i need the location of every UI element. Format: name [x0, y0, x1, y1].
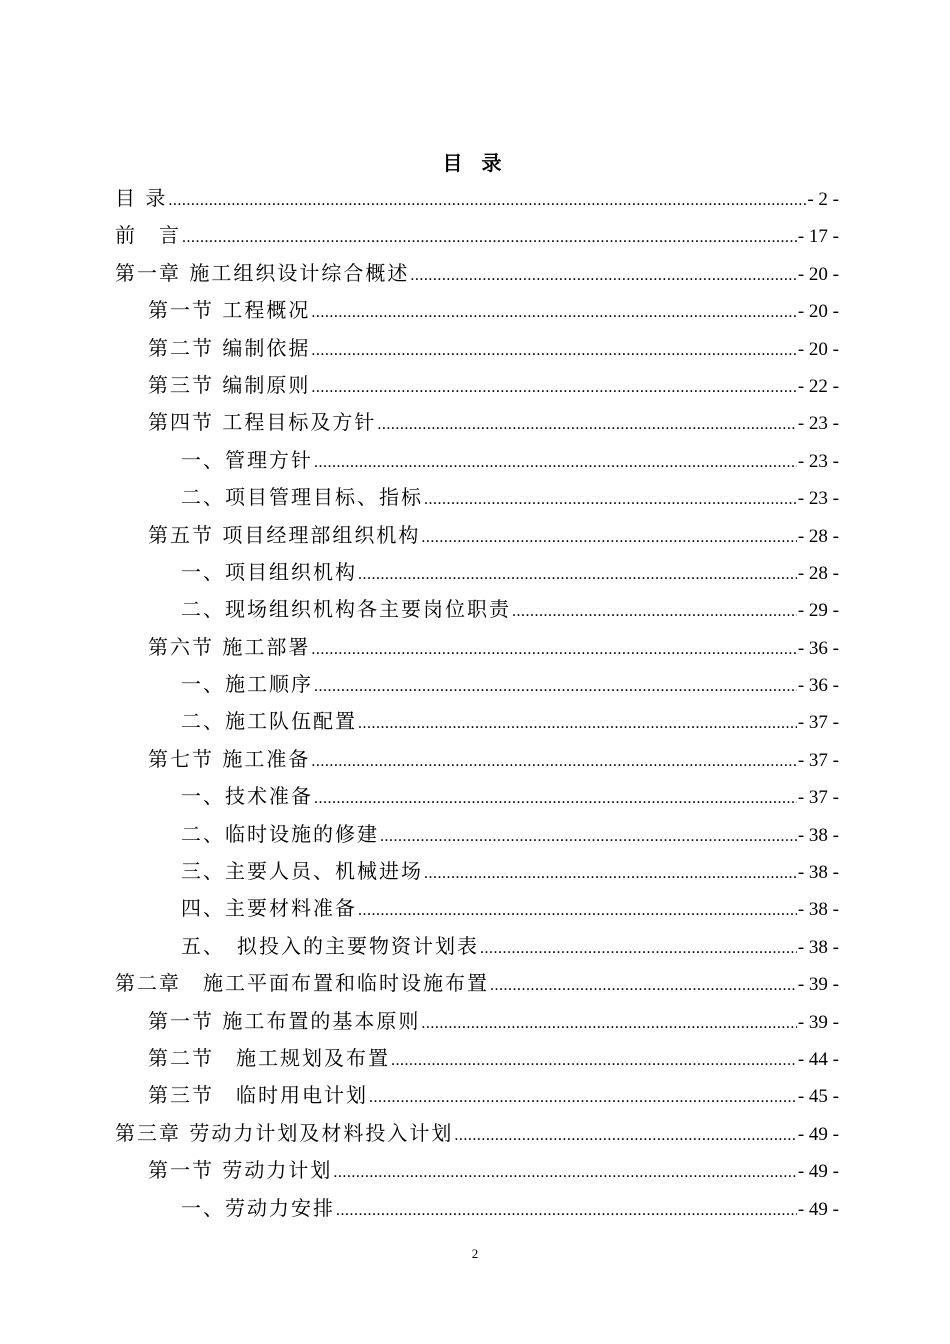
- toc-dot-leader: [182, 219, 797, 256]
- toc-entry-page: - 23 -: [797, 450, 839, 472]
- toc-entry-page: - 20 -: [797, 338, 839, 360]
- toc-entry-page: - 28 -: [797, 525, 839, 547]
- toc-dot-leader: [311, 332, 796, 369]
- toc-entry-label: 第一章 施工组织设计综合概述: [115, 260, 410, 285]
- toc-entry-page: - 37 -: [797, 749, 839, 771]
- toc-entry-page: - 38 -: [797, 899, 839, 921]
- toc-entry[interactable]: [115, 1190, 839, 1227]
- toc-entry[interactable]: [115, 330, 839, 367]
- toc-entry-page: - 2 -: [807, 189, 839, 210]
- toc-entry-label: 二、现场组织机构各主要岗位职责: [181, 597, 511, 622]
- toc-entry[interactable]: [115, 554, 839, 591]
- toc-dot-leader: [333, 1154, 796, 1191]
- toc-entry-label: 二、施工队伍配置: [181, 709, 357, 734]
- toc-dot-leader: [311, 369, 796, 406]
- toc-entry-page: - 38 -: [797, 862, 839, 884]
- toc-entry[interactable]: [115, 1152, 839, 1189]
- toc-dot-leader: [421, 1005, 796, 1042]
- toc-entry-page: - 37 -: [797, 787, 839, 809]
- toc-entry-page: - 20 -: [797, 263, 839, 285]
- toc-entry-page: - 38 -: [797, 824, 839, 846]
- toc-entry-label: 第五节 项目经理部组织机构: [148, 522, 421, 547]
- toc-dot-leader: [391, 1042, 797, 1079]
- toc-entry-label: 第一节 劳动力计划: [148, 1158, 333, 1183]
- toc-dot-leader: [480, 930, 797, 967]
- toc-entry-label: 四、主要材料准备: [181, 896, 357, 921]
- toc-entry[interactable]: [115, 255, 839, 292]
- toc-entry-label: 三、主要人员、机械进场: [181, 859, 423, 884]
- toc-entry[interactable]: [115, 367, 839, 404]
- toc-entry-label: 目 录: [115, 186, 168, 210]
- toc-entry-label: 第四节 工程目标及方针: [148, 410, 377, 435]
- toc-entry-page: - 29 -: [797, 600, 839, 622]
- toc-dot-leader: [424, 481, 797, 518]
- toc-entry[interactable]: [115, 928, 839, 965]
- toc-entry-label: 一、劳动力安排: [181, 1195, 335, 1220]
- toc-entry-label: 第二章 施工平面布置和临时设施布置: [115, 971, 489, 996]
- toc-entry-label: 第六节 施工部署: [148, 634, 311, 659]
- page-number: 2: [471, 1246, 479, 1261]
- toc-dot-leader: [369, 1079, 797, 1116]
- toc-entry-label: 第三节 编制原则: [148, 372, 311, 397]
- toc-entry-label: 第二节 编制依据: [148, 335, 311, 360]
- toc-entry-page: - 36 -: [797, 637, 839, 659]
- toc-entry-page: - 49 -: [797, 1123, 839, 1145]
- toc-dot-leader: [410, 257, 796, 294]
- toc-entry[interactable]: [115, 816, 839, 853]
- toc-dot-leader: [314, 444, 797, 481]
- toc-entry-page: - 39 -: [797, 1011, 839, 1033]
- toc-entry-page: - 36 -: [797, 675, 839, 697]
- toc-entry[interactable]: [115, 1003, 839, 1040]
- toc-dot-leader: [311, 631, 796, 668]
- toc-entry[interactable]: [115, 442, 839, 479]
- toc-entry[interactable]: [115, 965, 839, 1002]
- toc-dot-leader: [311, 294, 796, 331]
- toc-entry-label: 五、 拟投入的主要物资计划表: [181, 933, 479, 958]
- toc-entry-label: 第二节 施工规划及布置: [148, 1045, 390, 1070]
- toc-dot-leader: [358, 705, 797, 742]
- toc-entry[interactable]: [115, 629, 839, 666]
- toc-entry-label: 前 言: [115, 223, 181, 248]
- toc-entry[interactable]: [115, 890, 839, 927]
- toc-entry[interactable]: [115, 666, 839, 703]
- toc-entry-label: 一、施工顺序: [181, 672, 313, 697]
- toc-entry[interactable]: [115, 703, 839, 740]
- toc-dot-leader: [377, 406, 796, 443]
- toc-dot-leader: [336, 1192, 797, 1229]
- toc-entry[interactable]: [115, 479, 839, 516]
- toc-dot-leader: [314, 780, 797, 817]
- toc-entry-page: - 49 -: [797, 1198, 839, 1220]
- toc-entry-label: 第一节 施工布置的基本原则: [148, 1008, 421, 1033]
- table-of-contents: [115, 180, 839, 1227]
- toc-entry-page: - 38 -: [797, 936, 839, 958]
- toc-entry[interactable]: [115, 180, 839, 217]
- toc-entry-page: - 23 -: [797, 413, 839, 435]
- toc-entry-label: 一、技术准备: [181, 784, 313, 809]
- toc-entry-page: - 49 -: [797, 1161, 839, 1183]
- toc-dot-leader: [358, 892, 797, 929]
- toc-entry-label: 第一节 工程概况: [148, 298, 311, 323]
- toc-entry[interactable]: [115, 1040, 839, 1077]
- toc-dot-leader: [512, 593, 797, 630]
- toc-entry-page: - 22 -: [797, 375, 839, 397]
- toc-dot-leader: [311, 743, 796, 780]
- toc-entry[interactable]: [115, 591, 839, 628]
- toc-entry-page: - 39 -: [797, 974, 839, 996]
- toc-entry-page: - 17 -: [797, 226, 839, 248]
- toc-entry-label: 一、项目组织机构: [181, 559, 357, 584]
- toc-dot-leader: [421, 519, 796, 556]
- toc-entry[interactable]: [115, 853, 839, 890]
- toc-entry[interactable]: [115, 778, 839, 815]
- toc-dot-leader: [168, 182, 806, 219]
- toc-entry-label: 第三节 临时用电计划: [148, 1083, 368, 1108]
- toc-entry-label: 一、管理方针: [181, 447, 313, 472]
- toc-dot-leader: [380, 818, 797, 855]
- toc-dot-leader: [358, 556, 797, 593]
- toc-entry-label: 第三章 劳动力计划及材料投入计划: [115, 1120, 454, 1145]
- toc-entry-page: - 37 -: [797, 712, 839, 734]
- toc-entry[interactable]: [115, 404, 839, 441]
- toc-entry-page: - 44 -: [797, 1048, 839, 1070]
- toc-dot-leader: [424, 855, 797, 892]
- toc-entry-page: - 45 -: [797, 1086, 839, 1108]
- toc-entry-page: - 20 -: [797, 301, 839, 323]
- toc-dot-leader: [454, 1117, 796, 1154]
- toc-entry-label: 二、项目管理目标、指标: [181, 485, 423, 510]
- toc-dot-leader: [314, 668, 797, 705]
- toc-title: 目 录: [442, 151, 508, 175]
- toc-entry-label: 二、临时设施的修建: [181, 821, 379, 846]
- toc-entry[interactable]: [115, 217, 839, 254]
- toc-dot-leader: [490, 967, 797, 1004]
- toc-entry-page: - 28 -: [797, 562, 839, 584]
- toc-entry[interactable]: [115, 741, 839, 778]
- toc-entry[interactable]: [115, 1115, 839, 1152]
- toc-entry-label: 第七节 施工准备: [148, 746, 311, 771]
- toc-entry-page: - 23 -: [797, 488, 839, 510]
- toc-entry[interactable]: [115, 517, 839, 554]
- toc-entry[interactable]: [115, 1077, 839, 1114]
- toc-entry[interactable]: [115, 292, 839, 329]
